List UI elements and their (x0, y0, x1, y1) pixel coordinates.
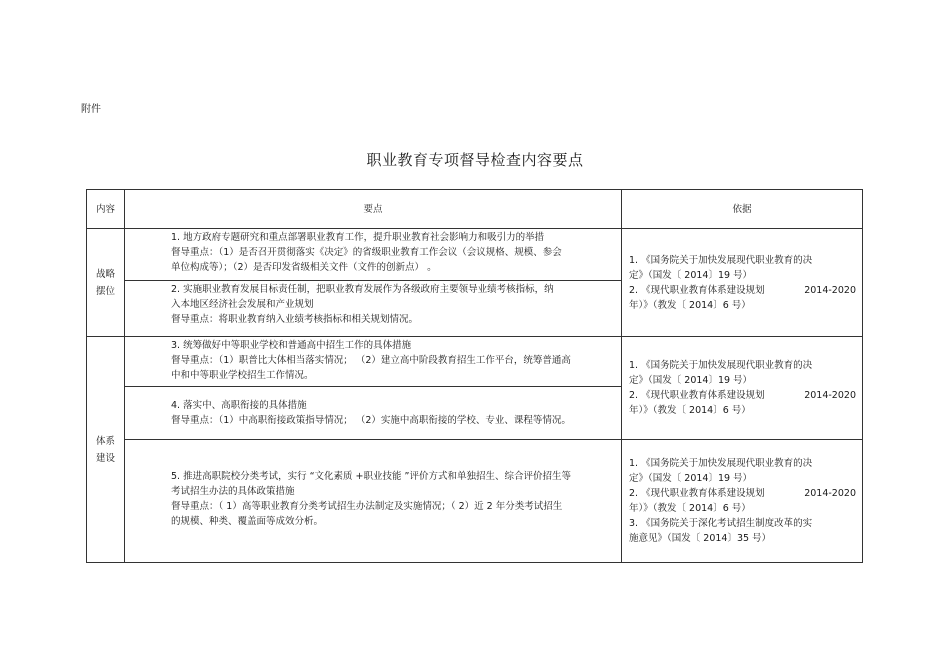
basis-line-text: 2. 《现代职业教育体系建设规划 (629, 488, 765, 499)
basis-line: 定》（国发〔 2014〕19 号） (629, 375, 753, 386)
header-requirements: 要点 (125, 190, 622, 229)
basis-line (629, 283, 856, 298)
basis-year-range: 2014-2020 (804, 488, 856, 499)
requirement-line: 单位构成等）；（2）是否印发省级相关文件（文件的创新点） 。 (171, 262, 437, 273)
basis-strategy (622, 229, 863, 337)
basis-line: 施意见》（国发〔 2014〕35 号） (629, 533, 772, 544)
requirement-item-2 (125, 281, 622, 337)
document-title: 职业教育专项督导检查内容要点 (366, 151, 584, 169)
basis-line: 1. 《国务院关于加快发展现代职业教育的决 (629, 254, 813, 266)
basis-line: 年）》（教发〔 2014〕6 号） (629, 503, 751, 514)
basis-year-range: 2014-2020 (804, 390, 856, 401)
requirement-line: 3. 统筹做好中等职业学校和普通高中招生工作的具体措施 (171, 340, 412, 351)
table-header-row (87, 190, 863, 229)
requirement-line: 5. 推进高职院校分类考试，实行 “文化素质 +职业技能 ”评价方式和单独招生、综合评价招生等 (171, 471, 571, 482)
category-system (87, 337, 125, 563)
requirement-line: 督导重点：（1）职普比大体相当落实情况； （2）建立高中阶段教育招生工作平台，统筹普通高 (171, 355, 571, 366)
basis-line-text: 2. 《现代职业教育体系建设规划 (629, 284, 765, 296)
requirement-line: 督导重点：（1）是否召开贯彻落实《决定》的省级职业教育工作会议（会议规格、规模、参会 (171, 247, 562, 258)
category-line: 战略 (95, 268, 115, 280)
basis-line (629, 388, 856, 403)
requirement-line: 入本地区经济社会发展和产业规划 (171, 299, 314, 310)
basis-line-text: 2. 《现代职业教育体系建设规划 (629, 390, 765, 401)
basis-line: 1. 《国务院关于加快发展现代职业教育的决 (629, 360, 813, 371)
category-line: 体系 (95, 435, 115, 447)
requirement-line: 考试招生办法的具体政策措施 (171, 486, 295, 497)
header-category: 内容 (87, 190, 125, 229)
basis-year-range: 2014-2020 (804, 284, 856, 296)
basis-line: 年）》（教发〔 2014〕6 号） (629, 299, 751, 311)
basis-line: 1. 《国务院关于加快发展现代职业教育的决 (629, 458, 813, 469)
requirement-line: 4. 落实中、高职衔接的具体措施 (171, 400, 307, 411)
inspection-table (86, 189, 863, 563)
basis-line: 3. 《国务院关于深化考试招生制度改革的实 (629, 518, 813, 529)
requirement-line: 督导重点：（ 1）高等职业教育分类考试招生办法制定及实施情况；（ 2）近 2 年分类考试招生 (171, 501, 563, 512)
category-line: 建设 (95, 452, 115, 464)
basis-system-b (622, 440, 863, 563)
requirement-item-5 (125, 440, 622, 563)
category-line: 摆位 (95, 285, 115, 297)
attachment-label: 附件 (81, 104, 101, 115)
basis-line (629, 486, 856, 501)
requirement-line: 督导重点：将职业教育纳入业绩考核指标和相关规划情况。 (171, 314, 419, 325)
table-row (87, 440, 863, 563)
requirement-item-3 (125, 337, 622, 387)
requirement-line: 1. 地方政府专题研究和重点部署职业教育工作，提升职业教育社会影响力和吸引力的举措 (171, 232, 545, 243)
requirement-item-1 (125, 229, 622, 281)
basis-system-a (622, 337, 863, 440)
requirement-line: 中和中等职业学校招生工作情况。 (171, 370, 314, 381)
basis-line: 定》（国发〔 2014〕19 号） (629, 473, 753, 484)
requirement-line: 的规模、种类、覆盖面等成效分析。 (171, 516, 324, 527)
table-row (87, 229, 863, 281)
header-basis: 依据 (622, 190, 863, 229)
requirement-line: 2. 实施职业教育发展目标责任制，把职业教育发展作为各级政府主要领导业绩考核指标，纳 (171, 284, 554, 295)
basis-line: 定》（国发〔 2014〕19 号） (629, 269, 753, 281)
requirement-item-4 (125, 387, 622, 440)
basis-line: 年）》（教发〔 2014〕6 号） (629, 405, 751, 416)
category-strategy (87, 229, 125, 337)
requirement-line: 督导重点：（1）中高职衔接政策指导情况； （2）实施中高职衔接的学校、专业、课程等情况。 (171, 415, 571, 426)
table-row (87, 337, 863, 387)
